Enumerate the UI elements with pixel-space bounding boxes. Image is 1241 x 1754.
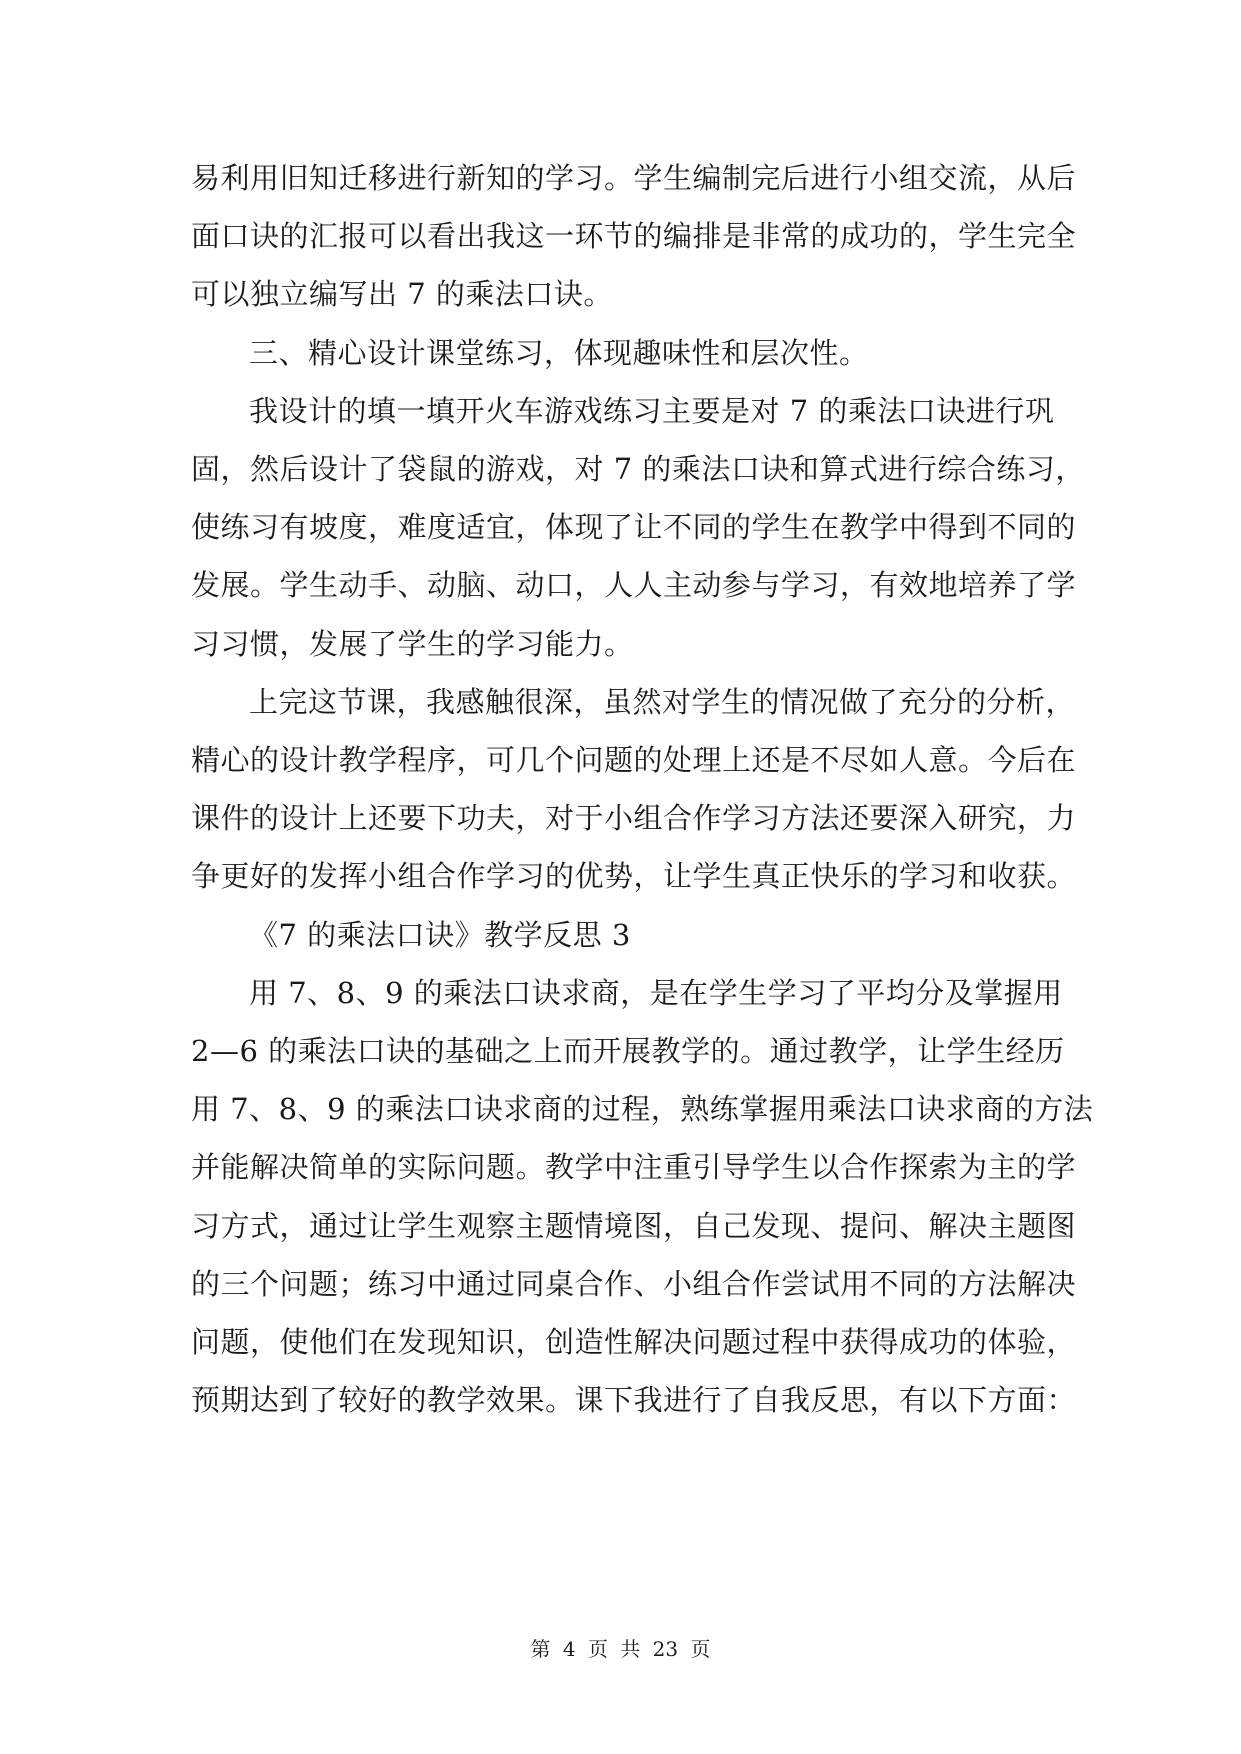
- text-line: 预期达到了较好的教学效果。课下我进行了自我反思，有以下方面：: [191, 1383, 1077, 1417]
- text-line: 我设计的填一填开火车游戏练习主要是对 7 的乘法口诀进行巩: [249, 394, 1055, 428]
- text-line: 问题，使他们在发现知识，创造性解决问题过程中获得成功的体验，: [191, 1325, 1077, 1359]
- text-line: 用 7、8、9 的乘法口诀求商，是在学生学习了平均分及掌握用: [249, 976, 1063, 1010]
- text-line: 发展。学生动手、动脑、动口，人人主动参与学习，有效地培养了学: [191, 568, 1077, 602]
- text-line: 《7 的乘法口诀》教学反思 3: [249, 918, 631, 952]
- text-line: 课件的设计上还要下功夫，对于小组合作学习方法还要深入研究，力: [191, 801, 1077, 835]
- text-line: 用 7、8、9 的乘法口诀求商的过程，熟练掌握用乘法口诀求商的方法: [191, 1092, 1094, 1126]
- page-footer: 第 4 页 共 23 页: [530, 1637, 711, 1661]
- text-line: 习方式，通过让学生观察主题情境图，自己发现、提问、解决主题图: [191, 1209, 1077, 1243]
- text-line: 精心的设计教学程序，可几个问题的处理上还是不尽如人意。今后在: [191, 743, 1077, 777]
- text-line: 使练习有坡度，难度适宜，体现了让不同的学生在教学中得到不同的: [191, 510, 1077, 544]
- text-line: 的三个问题；练习中通过同桌合作、小组合作尝试用不同的方法解决: [191, 1267, 1077, 1301]
- text-line: 习习惯，发展了学生的学习能力。: [191, 627, 634, 661]
- text-line: 三、精心设计课堂练习，体现趣味性和层次性。: [249, 336, 869, 370]
- text-line: 争更好的发挥小组合作学习的优势，让学生真正快乐的学习和收获。: [191, 859, 1077, 893]
- text-line: 上完这节课，我感触很深，虽然对学生的情况做了充分的分析，: [249, 685, 1076, 719]
- text-line: 2—6 的乘法口诀的基础之上而开展教学的。通过教学，让学生经历: [191, 1034, 1065, 1068]
- text-line: 面口诀的汇报可以看出我这一环节的编排是非常的成功的，学生完全: [191, 219, 1077, 253]
- text-line: 易利用旧知迁移进行新知的学习。学生编制完后进行小组交流，从后: [191, 161, 1077, 195]
- text-line: 可以独立编写出 7 的乘法口诀。: [191, 277, 613, 311]
- text-line: 并能解决简单的实际问题。教学中注重引导学生以合作探索为主的学: [191, 1150, 1077, 1184]
- text-line: 固，然后设计了袋鼠的游戏，对 7 的乘法口诀和算式进行综合练习，: [191, 452, 1085, 486]
